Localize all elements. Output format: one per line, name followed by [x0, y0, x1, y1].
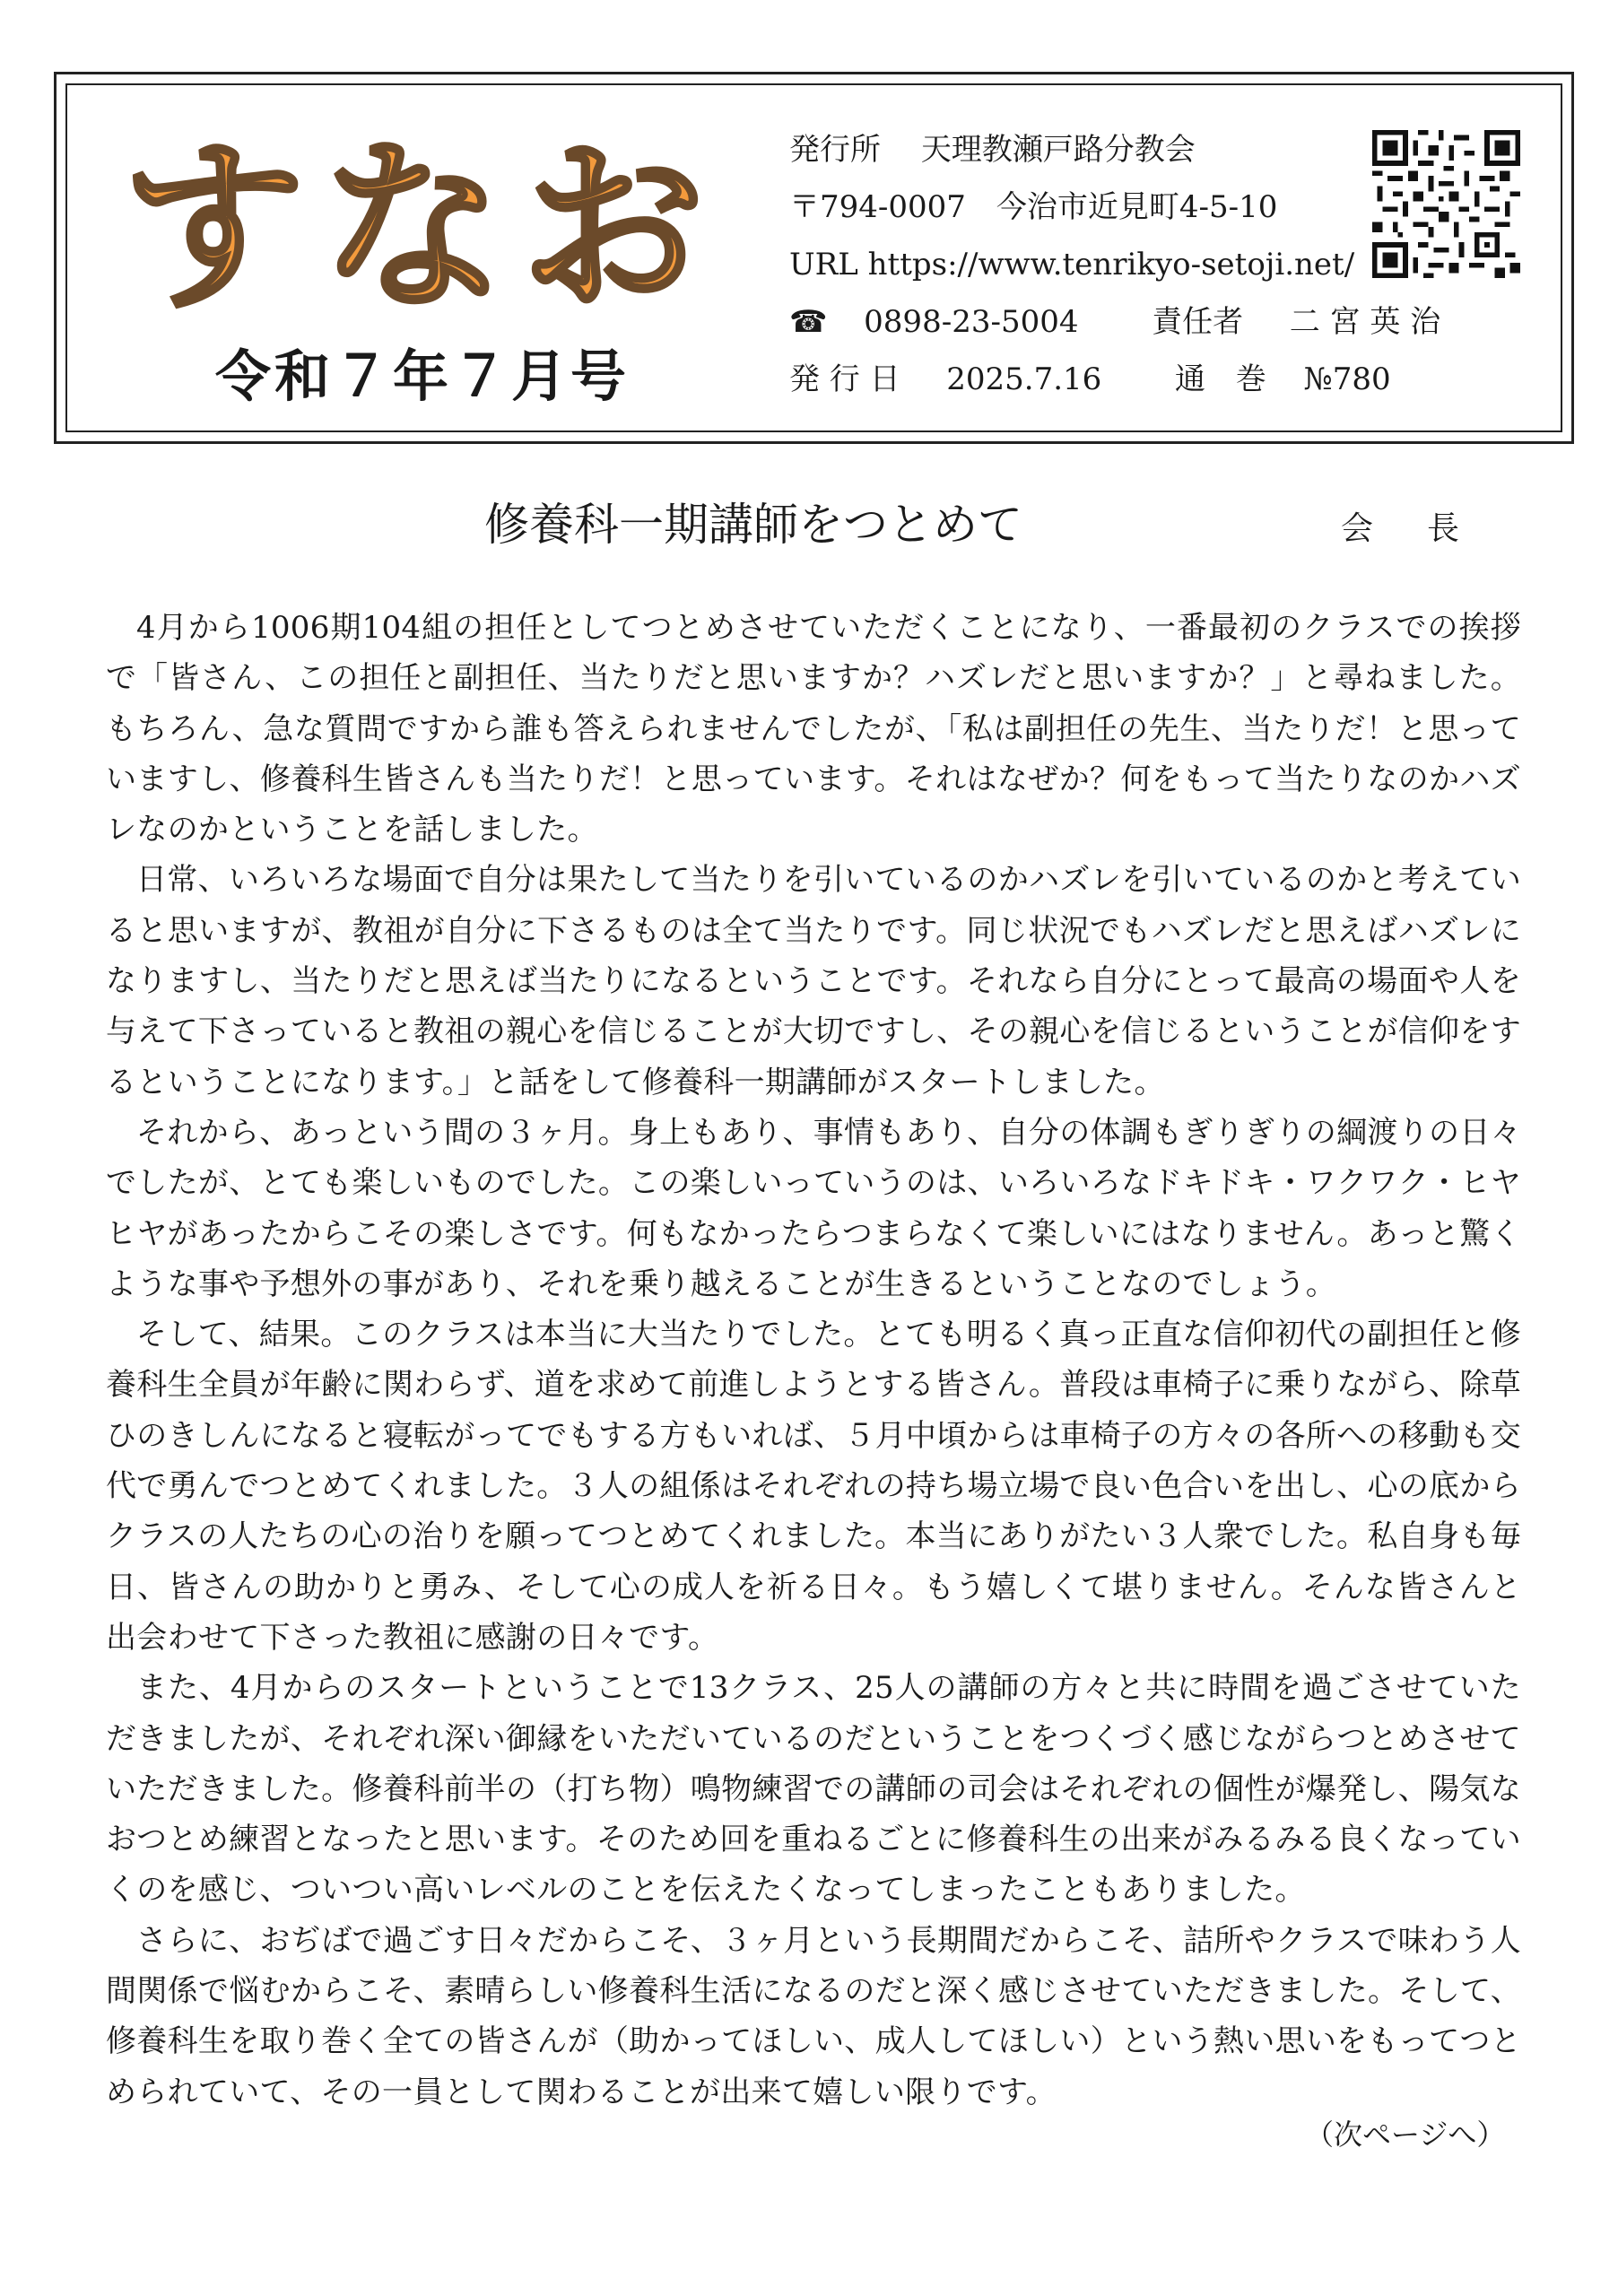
date-row	[789, 351, 1440, 408]
newsletter-title: すなお	[121, 122, 721, 335]
url-row[interactable]: URL https://www.tenrikyo-setoji.net/	[789, 247, 1355, 283]
volume-label: 通 巻	[1174, 361, 1266, 397]
phone-number: 0898-23-5004	[864, 304, 1079, 340]
issue-label: 令和７年７月号	[215, 344, 631, 409]
date-label: 発 行 日	[789, 361, 900, 397]
article-author: 会長	[1341, 510, 1514, 547]
paragraph-2: 日常、いろいろな場面で自分は果たして当たりを引いているのかハズレを引いているのかと考えていると思いますが、教祖が自分に下さるものは全て当たりです。同じ状況でもハズレだと思えばハズレになりますし、当たりだと思えば当たりになるということです。それなら自分にとって最高の場面や人を与えて下さっていると教祖の親心を信じることが大切ですし、その親心を信じるということが信仰をするということになります。」と話をして修養科一期講師がスタートしました。	[106, 862, 1521, 1100]
paragraph-1: 4月から1006期104組の担任としてつとめさせていただくことになり、一番最初のクラスでの挨拶で「皆さん、この担任と副担任、当たりだと思いますか？ハズレだと思いますか？」と尋ねました。もちろん、急な質問ですから誰も答えられませんでしたが、「私は副担任の先生、当たりだ！と思っていますし、修養科生皆さんも当たりだ！と思っています。それはなぜか？何をもって当たりなのかハズレなのかということを話しました。	[106, 610, 1521, 848]
issue-date: 2025.7.16	[946, 361, 1102, 397]
responsible-label: 責任者	[1152, 304, 1244, 340]
phone-row	[789, 293, 1440, 351]
paragraph-4: そして、結果。このクラスは本当に大当たりでした。とても明るく真っ正直な信仰初代の副担任と修養科生全員が年齢に関わらず、道を求めて前進しようとする皆さん。普段は車椅子に乗りながら、除草ひのきしんになると寝転がってでもする方もいれば、５月中頃からは車椅子の方々の各所への移動も交代で勇んでつとめてくれました。３人の組係はそれぞれの持ち場立場で良い色合いを出し、心の底からクラスの人たちの心の治りを願ってつとめてくれました。本当にありがたい３人衆でした。私自身も毎日、皆さんの助かりと勇み、そして心の成人を祈る日々。もう嬉しくて堪りません。そんな皆さんと出会わせて下さった教祖に感謝の日々です。	[106, 1317, 1521, 1656]
address-row: 〒794-0007 今治市近見町4-5-10	[789, 189, 1278, 225]
publisher-name: 天理教瀬戸路分教会	[920, 132, 1196, 168]
responsible-name: 二 宮 英 治	[1289, 304, 1441, 340]
masthead	[54, 72, 1574, 444]
publisher-info	[789, 121, 1440, 408]
publisher-label: 発行所	[789, 132, 881, 168]
volume-number: №780	[1303, 361, 1391, 397]
paragraph-3: それから、あっという間の３ヶ月。身上もあり、事情もあり、自分の体調もぎりぎりの綱渡りの日々でしたが、とても楽しいものでした。この楽しいっていうのは、いろいろなドキドキ・ワクワク・ヒヤヒヤがあったからこその楽しさです。何もなかったらつまらなくて楽しいにはなりません。あっと驚くような事や予想外の事があり、それを乗り越えることが生きるということなのでしょう。	[106, 1114, 1521, 1302]
continued-note: （次ページへ）	[1305, 2118, 1506, 2152]
article-body	[106, 603, 1521, 2118]
qr-code-icon[interactable]	[1372, 130, 1520, 278]
paragraph-6: さらに、おぢばで過ごす日々だからこそ、３ヶ月という長期間だからこそ、詰所やクラスで味わう人間関係で悩むからこそ、素晴らしい修養科生活になるのだと深く感じさせていただきました。そして、修養科生を取り巻く全ての皆さんが（助かってほしい、成人してほしい）という熱い思いをもってつとめられていて、その一員として関わることが出来て嬉しい限りです。	[106, 1922, 1521, 2110]
publisher-row	[789, 121, 1440, 178]
telephone-icon: ☎	[789, 304, 828, 340]
paragraph-5: また、4月からのスタートということで13クラス、25人の講師の方々と共に時間を過ごさせていただきましたが、それぞれ深い御縁をいただいているのだということをつくづく感じながらつとめさせていただきました。修養科前半の（打ち物）鳴物練習での講師の司会はそれぞれの個性が爆発し、陽気なおつとめ練習となったと思います。そのため回を重ねるごとに修養科生の出来がみるみる良くなっていくのを感じ、ついつい高いレベルのことを伝えたくなってしまったこともありました。	[106, 1670, 1521, 1909]
masthead-inner-border	[65, 83, 1562, 432]
article-title: 修養科一期講師をつとめて	[484, 499, 1022, 551]
